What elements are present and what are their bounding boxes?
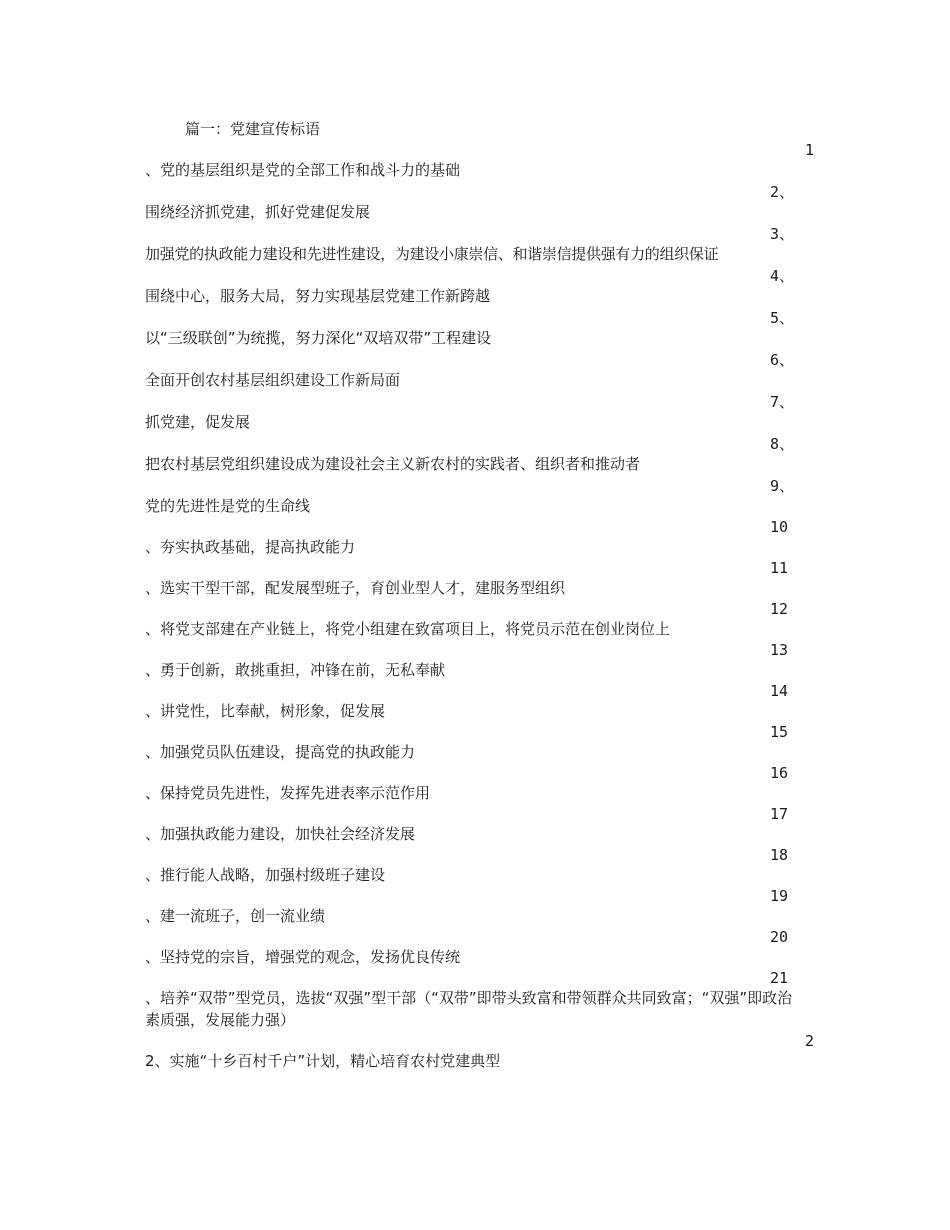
- list-item: 、讲党性，比奉献，树形象，促发展: [145, 702, 386, 720]
- item-number: 6、: [770, 351, 795, 369]
- item-number: 16: [770, 764, 789, 782]
- item-number: 17: [770, 805, 789, 823]
- item-number: 12: [770, 600, 789, 618]
- list-item: 、坚持党的宗旨，增强党的观念，发扬优良传统: [145, 948, 461, 966]
- item-number: 18: [770, 846, 789, 864]
- list-item: 抓党建，促发展: [145, 413, 251, 431]
- item-number: 2: [805, 1032, 815, 1050]
- list-item: 、加强执政能力建设，加快社会经济发展: [145, 825, 416, 843]
- item-number: 4、: [770, 267, 795, 285]
- item-number: 13: [770, 641, 789, 659]
- item-number: 19: [770, 887, 789, 905]
- list-item: 、党的基层组织是党的全部工作和战斗力的基础: [145, 161, 461, 179]
- list-item: 、推行能人战略，加强村级班子建设: [145, 866, 386, 884]
- item-number: 20: [770, 928, 789, 946]
- list-item: 、保持党员先进性，发挥先进表率示范作用: [145, 784, 431, 802]
- list-item: 党的先进性是党的生命线: [145, 497, 311, 515]
- list-item: 、选实干型干部，配发展型班子，育创业型人才，建服务型组织: [145, 579, 566, 597]
- list-item: 全面开创农村基层组织建设工作新局面: [145, 371, 401, 389]
- list-item: 、勇于创新，敢挑重担，冲锋在前，无私奉献: [145, 661, 446, 679]
- item-number: 1: [805, 141, 815, 159]
- list-item: 把农村基层党组织建设成为建设社会主义新农村的实践者、组织者和推动者: [145, 455, 641, 473]
- list-item: 、夯实执政基础，提高执政能力: [145, 538, 356, 556]
- list-item: 加强党的执政能力建设和先进性建设，为建设小康崇信、和谐崇信提供强有力的组织保证: [145, 245, 719, 263]
- list-item: 、将党支部建在产业链上，将党小组建在致富项目上，将党员示范在创业岗位上: [145, 620, 671, 638]
- list-item: 、建一流班子，创一流业绩: [145, 907, 326, 925]
- item-number: 11: [770, 559, 789, 577]
- document-title: 篇一：党建宣传标语: [185, 120, 321, 138]
- list-item: 2、实施“十乡百村千户”计划，精心培育农村党建典型: [145, 1052, 501, 1070]
- item-number: 10: [770, 518, 789, 536]
- item-number: 8、: [770, 435, 795, 453]
- item-number: 5、: [770, 309, 795, 327]
- item-number: 7、: [770, 393, 795, 411]
- list-item: 围绕中心，服务大局，努力实现基层党建工作新跨越: [145, 287, 491, 305]
- list-item: 、培养“双带”型党员，选拔“双强”型干部（“双带”即带头致富和带领群众共同致富；“双强”即政治素质强，发展能力强）: [145, 989, 793, 1029]
- item-number: 2、: [770, 183, 795, 201]
- item-number: 15: [770, 723, 789, 741]
- item-number: 9、: [770, 477, 795, 495]
- list-item: 以“三级联创”为统揽，努力深化“双培双带”工程建设: [145, 329, 492, 347]
- item-number: 21: [770, 969, 789, 987]
- item-number: 3、: [770, 225, 795, 243]
- item-number: 14: [770, 682, 789, 700]
- list-item: 围绕经济抓党建，抓好党建促发展: [145, 203, 371, 221]
- list-item: 、加强党员队伍建设，提高党的执政能力: [145, 743, 416, 761]
